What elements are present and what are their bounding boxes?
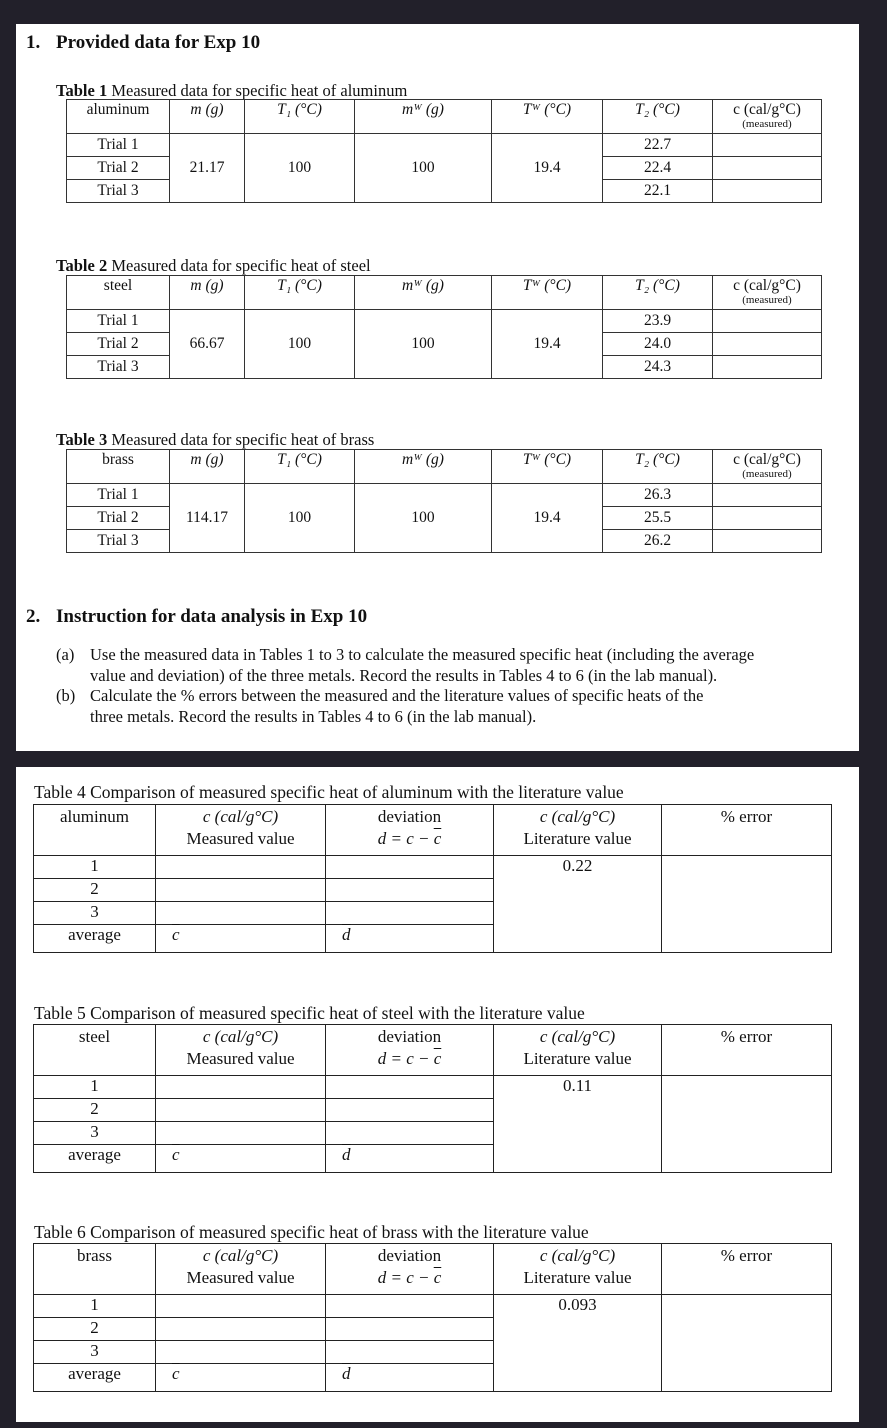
t2-h-t2: T₂ (°C) bbox=[603, 276, 713, 310]
t1-h-c: c (cal/g°C) (measured) bbox=[713, 100, 822, 134]
t6-average-c: $\overline{c}$ bbox=[156, 1364, 326, 1392]
t1-t2-trial2: 22.4 bbox=[603, 157, 713, 180]
t2-trial3: Trial 3 bbox=[67, 356, 170, 379]
t5-error-value bbox=[662, 1076, 832, 1173]
table2-caption: Table 2 Measured data for specific heat of steel bbox=[56, 256, 371, 275]
t5-row3-label: 3 bbox=[34, 1122, 156, 1145]
t5-h-literature: c (cal/g°C) Literature value bbox=[494, 1025, 662, 1076]
t1-tw-value: 19.4 bbox=[492, 134, 603, 203]
t4-row1-deviation bbox=[326, 856, 494, 879]
t5-h-metal: steel bbox=[34, 1025, 156, 1076]
table5 bbox=[33, 1024, 832, 1173]
t6-h-metal: brass bbox=[34, 1244, 156, 1295]
t6-h-literature: c (cal/g°C) Literature value bbox=[494, 1244, 662, 1295]
t4-h-error: % error bbox=[662, 805, 832, 856]
t6-error-value bbox=[662, 1295, 832, 1392]
t3-h-mw: mᵂ (g) bbox=[355, 450, 492, 484]
t3-h-t2: T₂ (°C) bbox=[603, 450, 713, 484]
t4-row2-label: 2 bbox=[34, 879, 156, 902]
t1-h-t2: T₂ (°C) bbox=[603, 100, 713, 134]
t5-row3-deviation bbox=[326, 1122, 494, 1145]
t2-h-m: m (g) bbox=[170, 276, 245, 310]
t2-h-mw: mᵂ (g) bbox=[355, 276, 492, 310]
t2-c-trial3 bbox=[713, 356, 822, 379]
t6-row2-measured bbox=[156, 1318, 326, 1341]
t3-t2-trial1: 26.3 bbox=[603, 484, 713, 507]
table3-caption: Table 3 Measured data for specific heat of brass bbox=[56, 430, 375, 449]
t5-h-deviation: deviation $d = c - \overline{c}$ bbox=[326, 1025, 494, 1076]
t3-c-trial3 bbox=[713, 530, 822, 553]
t5-row2-label: 2 bbox=[34, 1099, 156, 1122]
t2-trial1: Trial 1 bbox=[67, 310, 170, 333]
t4-literature-value: 0.22 bbox=[494, 856, 662, 953]
t1-c-trial1 bbox=[713, 134, 822, 157]
t6-row2-deviation bbox=[326, 1318, 494, 1341]
t1-t2-trial3: 22.1 bbox=[603, 180, 713, 203]
t6-literature-value: 0.093 bbox=[494, 1295, 662, 1392]
t3-c-trial1 bbox=[713, 484, 822, 507]
t6-h-deviation: deviation $d = c - \overline{c}$ bbox=[326, 1244, 494, 1295]
t1-h-tw: Tᵂ (°C) bbox=[492, 100, 603, 134]
t2-t2-trial3: 24.3 bbox=[603, 356, 713, 379]
instruction-a: (a) Use the measured data in Tables 1 to 3 to calculate the measured specific heat (including the average value and deviation) of the three metals. Record the results in Tables 4 to 6 (in the lab manual). bbox=[56, 645, 755, 685]
t5-h-measured: c (cal/g°C) Measured value bbox=[156, 1025, 326, 1076]
t6-h-error: % error bbox=[662, 1244, 832, 1295]
t2-mw-value: 100 bbox=[355, 310, 492, 379]
t1-m-value: 21.17 bbox=[170, 134, 245, 203]
t4-row3-measured bbox=[156, 902, 326, 925]
t5-average-d: $\overline{d}$ bbox=[326, 1145, 494, 1173]
t5-row1-label: 1 bbox=[34, 1076, 156, 1099]
table1-caption: Table 1 Measured data for specific heat of aluminum bbox=[56, 81, 408, 100]
t1-trial2: Trial 2 bbox=[67, 157, 170, 180]
t1-h-mw: mᵂ (g) bbox=[355, 100, 492, 134]
t5-average-c: $\overline{c}$ bbox=[156, 1145, 326, 1173]
t1-t1-value: 100 bbox=[245, 134, 355, 203]
t4-average-d: $\overline{d}$ bbox=[326, 925, 494, 953]
section1-heading: 1. Provided data for Exp 10 bbox=[26, 32, 261, 53]
t5-average-label: average bbox=[34, 1145, 156, 1173]
instruction-list bbox=[56, 645, 859, 727]
t2-h-t1: T₁ (°C) bbox=[245, 276, 355, 310]
t6-row1-measured bbox=[156, 1295, 326, 1318]
t3-h-metal: brass bbox=[67, 450, 170, 484]
t3-h-t1: T₁ (°C) bbox=[245, 450, 355, 484]
t3-trial1: Trial 1 bbox=[67, 484, 170, 507]
t3-t2-trial2: 25.5 bbox=[603, 507, 713, 530]
table3 bbox=[66, 449, 822, 553]
t1-trial1: Trial 1 bbox=[67, 134, 170, 157]
t3-trial2: Trial 2 bbox=[67, 507, 170, 530]
t1-h-t1: T₁ (°C) bbox=[245, 100, 355, 134]
t2-h-metal: steel bbox=[67, 276, 170, 310]
t4-h-measured: c (cal/g°C) Measured value bbox=[156, 805, 326, 856]
instruction-b: (b) Calculate the % errors between the measured and the literature values of specific heats of the three metals. Record the results in Tables 4 to 6 (in the lab manual). bbox=[56, 686, 704, 726]
t6-row3-label: 3 bbox=[34, 1341, 156, 1364]
t1-mw-value: 100 bbox=[355, 134, 492, 203]
t6-row3-deviation bbox=[326, 1341, 494, 1364]
t5-row2-deviation bbox=[326, 1099, 494, 1122]
t1-trial3: Trial 3 bbox=[67, 180, 170, 203]
t4-row1-measured bbox=[156, 856, 326, 879]
t2-t2-trial2: 24.0 bbox=[603, 333, 713, 356]
t6-row1-deviation bbox=[326, 1295, 494, 1318]
t6-row2-label: 2 bbox=[34, 1318, 156, 1341]
t2-t2-trial1: 23.9 bbox=[603, 310, 713, 333]
t2-h-tw: Tᵂ (°C) bbox=[492, 276, 603, 310]
table6-caption: Table 6 Comparison of measured specific heat of brass with the literature value bbox=[34, 1222, 589, 1242]
t4-average-c: $\overline{c}$ bbox=[156, 925, 326, 953]
t4-average-label: average bbox=[34, 925, 156, 953]
t2-tw-value: 19.4 bbox=[492, 310, 603, 379]
t6-average-label: average bbox=[34, 1364, 156, 1392]
t5-row3-measured bbox=[156, 1122, 326, 1145]
t3-h-c: c (cal/g°C) (measured) bbox=[713, 450, 822, 484]
t1-t2-trial1: 22.7 bbox=[603, 134, 713, 157]
t2-trial2: Trial 2 bbox=[67, 333, 170, 356]
t1-c-trial3 bbox=[713, 180, 822, 203]
t5-literature-value: 0.11 bbox=[494, 1076, 662, 1173]
t5-row1-measured bbox=[156, 1076, 326, 1099]
t1-c-trial2 bbox=[713, 157, 822, 180]
t1-h-metal: aluminum bbox=[67, 100, 170, 134]
t3-mw-value: 100 bbox=[355, 484, 492, 553]
page-sheet-bottom bbox=[16, 767, 859, 1422]
t2-t1-value: 100 bbox=[245, 310, 355, 379]
t3-trial3: Trial 3 bbox=[67, 530, 170, 553]
table6 bbox=[33, 1243, 832, 1392]
table2 bbox=[66, 275, 822, 379]
t4-h-deviation: deviation $d = c - \overline{c}$ bbox=[326, 805, 494, 856]
t5-row2-measured bbox=[156, 1099, 326, 1122]
t6-average-d: $\overline{d}$ bbox=[326, 1364, 494, 1392]
section2-heading: 2. Instruction for data analysis in Exp 10 bbox=[26, 606, 368, 627]
t2-c-trial1 bbox=[713, 310, 822, 333]
t6-row3-measured bbox=[156, 1341, 326, 1364]
t4-h-metal: aluminum bbox=[34, 805, 156, 856]
t6-h-measured: c (cal/g°C) Measured value bbox=[156, 1244, 326, 1295]
t3-tw-value: 19.4 bbox=[492, 484, 603, 553]
t5-row1-deviation bbox=[326, 1076, 494, 1099]
t3-h-m: m (g) bbox=[170, 450, 245, 484]
t4-row3-deviation bbox=[326, 902, 494, 925]
t4-error-value bbox=[662, 856, 832, 953]
table4-caption: Table 4 Comparison of measured specific heat of aluminum with the literature value bbox=[34, 782, 624, 802]
t4-h-literature: c (cal/g°C) Literature value bbox=[494, 805, 662, 856]
t3-m-value: 114.17 bbox=[170, 484, 245, 553]
t3-t2-trial3: 26.2 bbox=[603, 530, 713, 553]
t3-h-tw: Tᵂ (°C) bbox=[492, 450, 603, 484]
t4-row3-label: 3 bbox=[34, 902, 156, 925]
t3-c-trial2 bbox=[713, 507, 822, 530]
t4-row2-measured bbox=[156, 879, 326, 902]
t2-m-value: 66.67 bbox=[170, 310, 245, 379]
table5-caption: Table 5 Comparison of measured specific heat of steel with the literature value bbox=[34, 1003, 585, 1023]
table4 bbox=[33, 804, 832, 953]
t6-row1-label: 1 bbox=[34, 1295, 156, 1318]
page-sheet-top bbox=[16, 24, 859, 751]
t1-h-m: m (g) bbox=[170, 100, 245, 134]
t4-row2-deviation bbox=[326, 879, 494, 902]
t2-c-trial2 bbox=[713, 333, 822, 356]
t5-h-error: % error bbox=[662, 1025, 832, 1076]
t4-row1-label: 1 bbox=[34, 856, 156, 879]
t3-t1-value: 100 bbox=[245, 484, 355, 553]
table1 bbox=[66, 99, 822, 203]
t2-h-c: c (cal/g°C) (measured) bbox=[713, 276, 822, 310]
